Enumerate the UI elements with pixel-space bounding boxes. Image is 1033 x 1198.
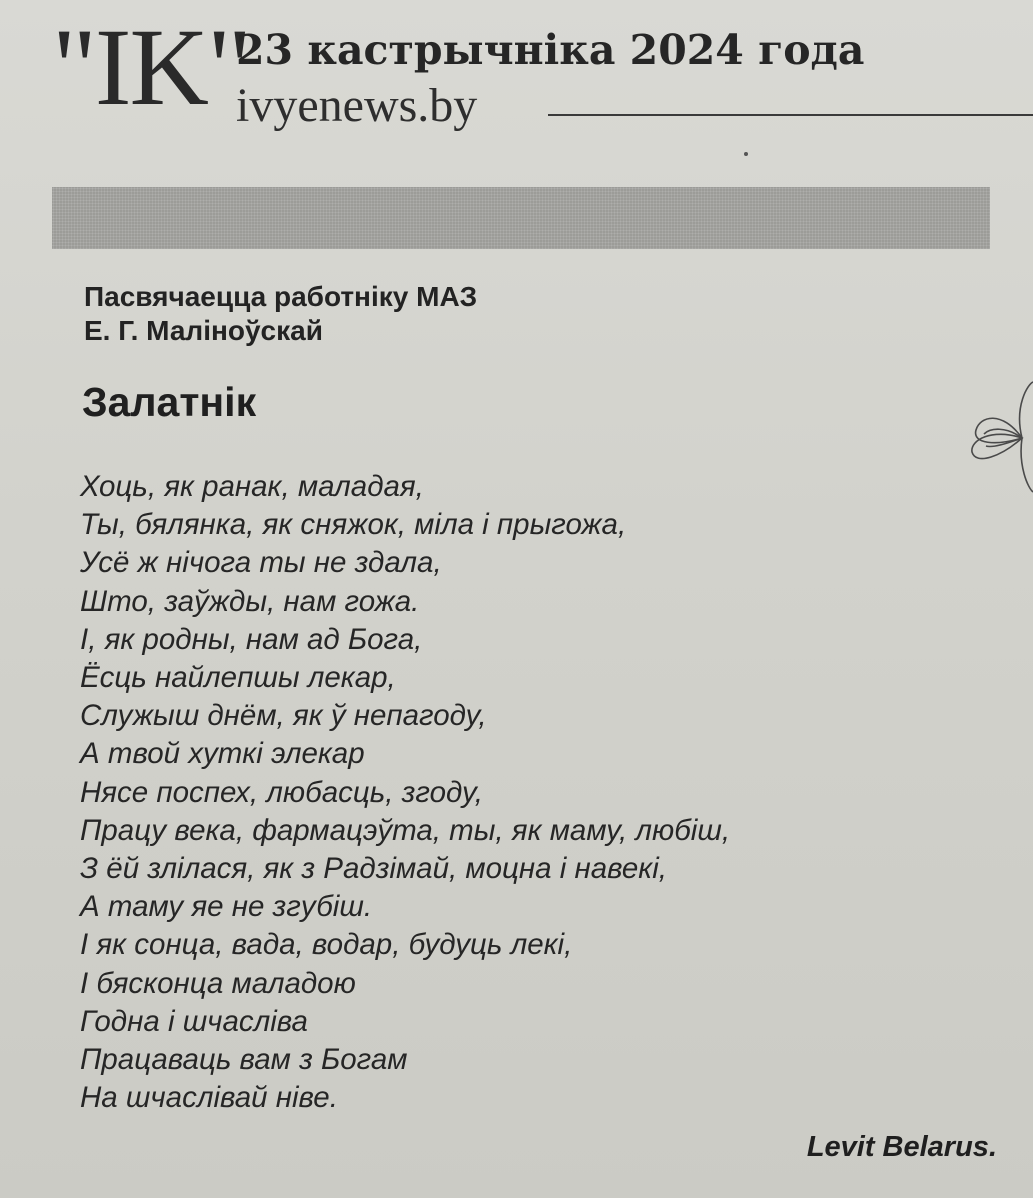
dedication-line: Е. Г. Маліноўскай <box>84 315 323 346</box>
poem-line: Хоць, як ранак, маладая, <box>80 470 424 503</box>
poem-line: Нясе поспех, любасць, згоду, <box>80 775 483 809</box>
newspaper-logo: "IK" <box>52 6 250 128</box>
header-rule <box>548 114 1033 116</box>
website-url: ivyenews.by <box>236 79 478 132</box>
poem-line: На шчаслівай ніве. <box>80 1081 338 1115</box>
poem-line: Ты, бялянка, як сняжок, міла і прыгожа, <box>80 508 627 542</box>
poem-line: Годна і шчасліва <box>80 1004 308 1038</box>
poem-line: І як сонца, вада, водар, будуць лекі, <box>80 928 573 962</box>
poem-line: І, як родны, нам ад Бога, <box>80 622 423 656</box>
issue-date: 23 кастрычніка 2024 года <box>236 26 865 74</box>
section-band <box>52 187 990 249</box>
poem-line: Усё ж нічога ты не здала, <box>80 546 442 580</box>
dedication <box>84 280 477 348</box>
poem-line: Што, заўжды, нам гожа. <box>80 584 420 618</box>
poem-line: Ёсць найлепшы лекар, <box>80 661 396 695</box>
poem-line: А таму яе не згубіш. <box>80 890 373 924</box>
poem-line: А твой хуткі элекар <box>80 737 365 771</box>
dedication-line: Пасвячаецца работніку МАЗ <box>84 281 478 312</box>
poem-body <box>80 468 730 1117</box>
poem-line: З ёй злілася, як з Радзімай, моцна і навекі, <box>80 852 667 886</box>
print-speck <box>744 152 748 156</box>
author-signature: Levit Belarus. <box>806 1131 997 1163</box>
poem-line: І бясконца маладою <box>80 966 356 1000</box>
flower-outline-icon <box>962 370 1033 500</box>
poem-title: Залатнік <box>82 379 257 425</box>
poem-line: Служыш днём, як ў непагоду, <box>80 699 487 733</box>
poem-line: Працаваць вам з Богам <box>80 1043 408 1077</box>
poem-line: Працу века, фармацэўта, ты, як маму, любіш, <box>80 813 731 847</box>
